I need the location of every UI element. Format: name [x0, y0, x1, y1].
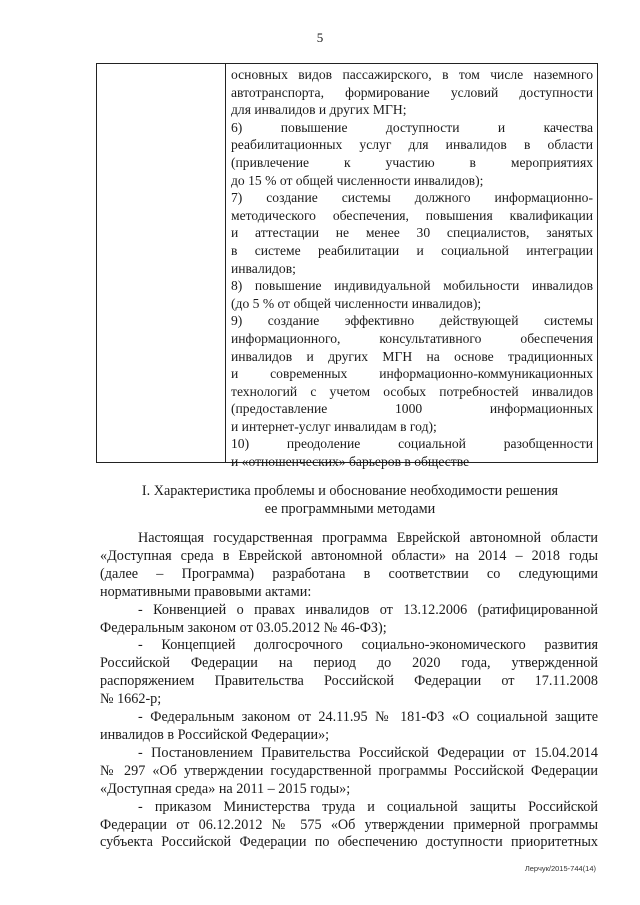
page-number: 5: [316, 30, 324, 45]
table-line: информационного, консультативного обеспечения: [231, 330, 593, 346]
body-line: инвалидов в Российской Федерации»;: [100, 726, 330, 743]
table-line: основных видов пассажирского, в том числе наземного: [231, 67, 593, 82]
body-line: распоряжением Правительства Российской Федерации от 17.11.2008: [100, 673, 598, 690]
body-line: Федеральным законом от 03.05.2012 № 46-ФЗ);: [100, 619, 387, 636]
table-line: и современных информационно-коммуникационных: [231, 366, 593, 382]
body-line: № 1662-р;: [100, 691, 162, 708]
table-line: и интернет-услуг инвалидам в год);: [231, 418, 437, 434]
body-text: [100, 530, 598, 852]
table-line: реабилитационных услуг для инвалидов в области: [231, 137, 593, 153]
body-line: Российской Федерации на период до 2020 года, утвержденной: [100, 655, 598, 672]
table-line: до 15 % от общей численности инвалидов);: [231, 172, 484, 188]
table-cell-content: [231, 66, 593, 471]
table-line: автотранспорта, формирование условий доступности: [231, 84, 593, 100]
section-heading-line: ее программными методами: [264, 501, 436, 517]
table-line: 7) создание системы должного информационно-: [231, 190, 593, 206]
body-line: - Постановлением Правительства Российской Федерации от 15.04.2014: [138, 744, 598, 761]
table-line: 9) создание эффективно действующей системы: [231, 313, 593, 329]
table-line: 6) повышение доступности и качества: [231, 119, 593, 135]
table-line: и аттестации не менее 30 специалистов, занятых: [231, 225, 593, 241]
body-line: - приказом Министерства труда и социальной защиты Российской: [138, 798, 598, 815]
body-line: Настоящая государственная программа Еврейской автономной области: [138, 530, 598, 546]
table-line: (предоставление 1000 информационных: [231, 401, 593, 417]
body-line: - Конвенцией о правах инвалидов от 13.12.2006 (ратифицированной: [138, 601, 598, 618]
body-line: - Федеральным законом от 24.11.95 № 181-ФЗ «О социальной защите: [138, 709, 598, 726]
section-heading: [100, 482, 600, 518]
table-line: инвалидов и других МГН на основе традиционных: [231, 348, 593, 364]
table-line: и «отношенческих» барьеров в обществе: [231, 454, 470, 470]
body-line: - Концепцией долгосрочного социально-экономического развития: [138, 637, 598, 654]
body-line: нормативными правовыми актами:: [100, 583, 312, 600]
section-heading-line: I. Характеристика проблемы и обоснование необходимости решения: [141, 483, 559, 499]
table-line: инвалидов;: [231, 260, 296, 276]
body-line: «Доступная среда» на 2011 – 2015 годы»;: [100, 780, 351, 797]
table-line: (привлечение к участию в мероприятиях: [231, 154, 593, 170]
body-line: (далее – Программа) разработана в соответствии со следующими: [100, 565, 598, 582]
goals-table: [96, 63, 598, 470]
table-line: для инвалидов и других МГН;: [231, 102, 407, 118]
table-line: 10) преодоление социальной разобщенности: [231, 436, 593, 452]
body-line: Федерации от 06.12.2012 № 575 «Об утверждении примерной программы: [100, 816, 598, 833]
table-line: в системе реабилитации и социальной интеграции: [231, 242, 593, 258]
table-column-divider: [225, 64, 226, 462]
document-code: Лерчук/2015-744(14): [524, 864, 596, 873]
body-line: № 297 «Об утверждении государственной программы Российской Федерации: [100, 762, 598, 779]
table-line: (до 5 % от общей численности инвалидов);: [231, 295, 482, 311]
table-line: технологий с учетом особых потребностей инвалидов: [231, 383, 593, 399]
body-line: субъекта Российской Федерации по обеспечению доступности приоритетных: [100, 834, 598, 851]
table-line: 8) повышение индивидуальной мобильности инвалидов: [231, 278, 593, 294]
table-line: методического обеспечения, повышения квалификации: [231, 207, 593, 223]
body-line: «Доступная среда в Еврейской автономной области» на 2014 – 2018 годы: [100, 547, 598, 564]
